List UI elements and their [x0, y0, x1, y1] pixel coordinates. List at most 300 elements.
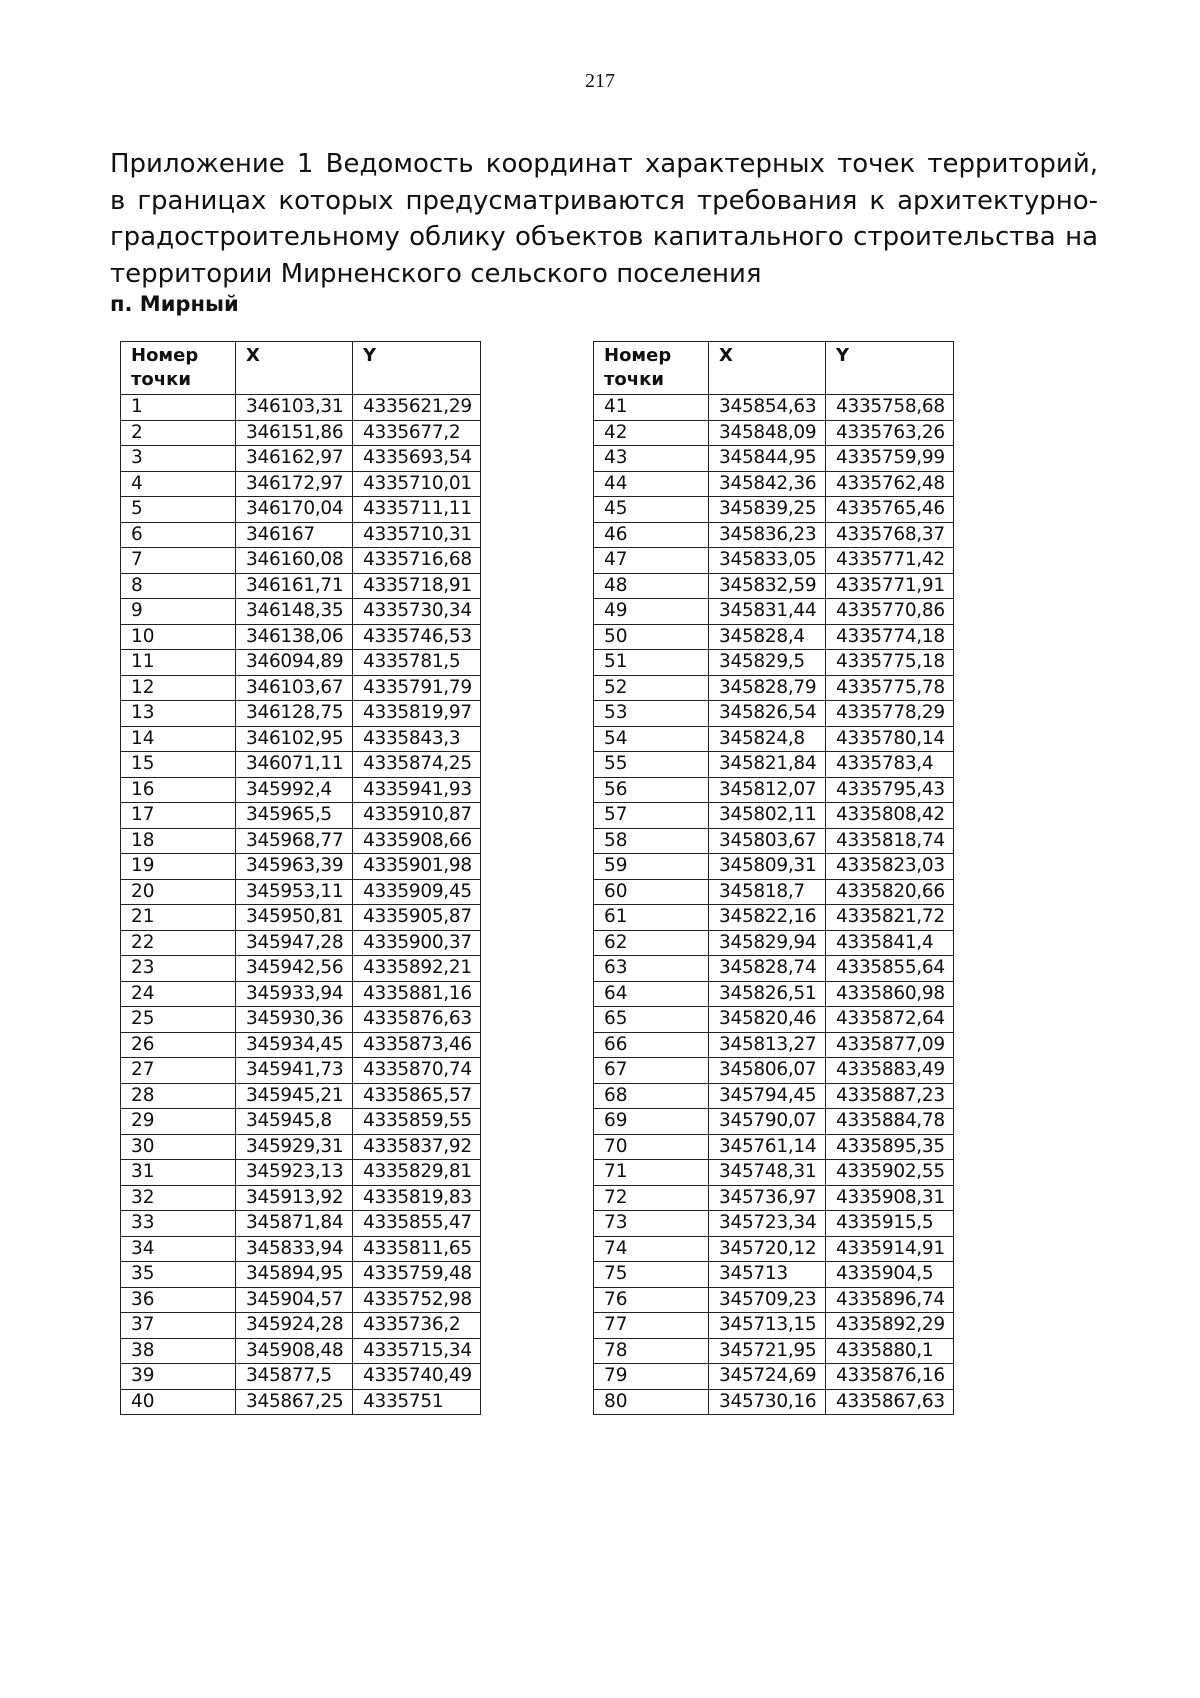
- x-coordinate-cell: 345941,73: [236, 1058, 353, 1084]
- point-number-cell: 29: [121, 1109, 236, 1135]
- table-row: [594, 497, 954, 523]
- point-number-cell: 31: [121, 1160, 236, 1186]
- header-x: X: [709, 342, 826, 395]
- table-row: [594, 471, 954, 497]
- point-number-cell: 25: [121, 1007, 236, 1033]
- table-row: [121, 1083, 481, 1109]
- table-row: [121, 1134, 481, 1160]
- point-number-cell: 41: [594, 395, 709, 421]
- table-header-row: [121, 342, 481, 395]
- y-coordinate-cell: 4335860,98: [826, 981, 954, 1007]
- table-row: [594, 828, 954, 854]
- table-row: [121, 726, 481, 752]
- y-coordinate-cell: 4335818,74: [826, 828, 954, 854]
- table-row: [594, 1083, 954, 1109]
- point-number-cell: 49: [594, 599, 709, 625]
- table-row: [121, 828, 481, 854]
- table-row: [594, 752, 954, 778]
- point-number-cell: 72: [594, 1185, 709, 1211]
- y-coordinate-cell: 4335765,46: [826, 497, 954, 523]
- point-number-cell: 53: [594, 701, 709, 727]
- x-coordinate-cell: 345824,8: [709, 726, 826, 752]
- table-row: [594, 1007, 954, 1033]
- y-coordinate-cell: 4335873,46: [353, 1032, 481, 1058]
- table-row: [594, 956, 954, 982]
- y-coordinate-cell: 4335774,18: [826, 624, 954, 650]
- point-number-cell: 33: [121, 1211, 236, 1237]
- x-coordinate-cell: 346161,71: [236, 573, 353, 599]
- table-row: [121, 1236, 481, 1262]
- point-number-cell: 59: [594, 854, 709, 880]
- x-coordinate-cell: 345724,69: [709, 1364, 826, 1390]
- table-row: [594, 675, 954, 701]
- point-number-cell: 46: [594, 522, 709, 548]
- y-coordinate-cell: 4335881,16: [353, 981, 481, 1007]
- table-row: [594, 777, 954, 803]
- table-row: [121, 879, 481, 905]
- y-coordinate-cell: 4335758,68: [826, 395, 954, 421]
- point-number-cell: 2: [121, 420, 236, 446]
- y-coordinate-cell: 4335841,4: [826, 930, 954, 956]
- x-coordinate-cell: 345829,94: [709, 930, 826, 956]
- y-coordinate-cell: 4335677,2: [353, 420, 481, 446]
- table-row: [594, 930, 954, 956]
- x-coordinate-cell: 345965,5: [236, 803, 353, 829]
- y-coordinate-cell: 4335715,34: [353, 1338, 481, 1364]
- table-row: [121, 650, 481, 676]
- point-number-cell: 12: [121, 675, 236, 701]
- y-coordinate-cell: 4335795,43: [826, 777, 954, 803]
- settlement-subtitle: п. Мирный: [110, 292, 239, 316]
- table-row: [594, 1364, 954, 1390]
- y-coordinate-cell: 4335892,21: [353, 956, 481, 982]
- table-row: [121, 497, 481, 523]
- y-coordinate-cell: 4335710,01: [353, 471, 481, 497]
- table-row: [594, 420, 954, 446]
- table-row: [121, 446, 481, 472]
- point-number-cell: 14: [121, 726, 236, 752]
- point-number-cell: 28: [121, 1083, 236, 1109]
- y-coordinate-cell: 4335867,63: [826, 1389, 954, 1415]
- y-coordinate-cell: 4335941,93: [353, 777, 481, 803]
- table-row: [594, 854, 954, 880]
- table-row: [594, 599, 954, 625]
- table-row: [594, 1313, 954, 1339]
- x-coordinate-cell: 345934,45: [236, 1032, 353, 1058]
- table-row: [121, 1364, 481, 1390]
- x-coordinate-cell: 346138,06: [236, 624, 353, 650]
- table-row: [594, 1262, 954, 1288]
- table-row: [594, 879, 954, 905]
- table-row: [121, 471, 481, 497]
- table-row: [594, 395, 954, 421]
- table-body-right: [594, 395, 954, 1415]
- x-coordinate-cell: 345831,44: [709, 599, 826, 625]
- x-coordinate-cell: 345736,97: [709, 1185, 826, 1211]
- point-number-cell: 27: [121, 1058, 236, 1084]
- x-coordinate-cell: 345844,95: [709, 446, 826, 472]
- y-coordinate-cell: 4335770,86: [826, 599, 954, 625]
- x-coordinate-cell: 345929,31: [236, 1134, 353, 1160]
- table-row: [594, 1338, 954, 1364]
- table-row: [121, 1262, 481, 1288]
- x-coordinate-cell: 345794,45: [709, 1083, 826, 1109]
- header-y: Y: [353, 342, 481, 395]
- x-coordinate-cell: 345720,12: [709, 1236, 826, 1262]
- y-coordinate-cell: 4335736,2: [353, 1313, 481, 1339]
- table-row: [594, 1389, 954, 1415]
- table-row: [594, 548, 954, 574]
- y-coordinate-cell: 4335740,49: [353, 1364, 481, 1390]
- x-coordinate-cell: 345953,11: [236, 879, 353, 905]
- table-row: [121, 624, 481, 650]
- x-coordinate-cell: 345839,25: [709, 497, 826, 523]
- point-number-cell: 60: [594, 879, 709, 905]
- y-coordinate-cell: 4335837,92: [353, 1134, 481, 1160]
- point-number-cell: 67: [594, 1058, 709, 1084]
- point-number-cell: 39: [121, 1364, 236, 1390]
- y-coordinate-cell: 4335892,29: [826, 1313, 954, 1339]
- point-number-cell: 8: [121, 573, 236, 599]
- point-number-cell: 1: [121, 395, 236, 421]
- point-number-cell: 22: [121, 930, 236, 956]
- point-number-cell: 5: [121, 497, 236, 523]
- point-number-cell: 51: [594, 650, 709, 676]
- table-row: [594, 650, 954, 676]
- table-row: [121, 395, 481, 421]
- x-coordinate-cell: 345818,7: [709, 879, 826, 905]
- point-number-cell: 11: [121, 650, 236, 676]
- y-coordinate-cell: 4335904,5: [826, 1262, 954, 1288]
- table-row: [121, 548, 481, 574]
- point-number-cell: 64: [594, 981, 709, 1007]
- table-row: [121, 675, 481, 701]
- y-coordinate-cell: 4335783,4: [826, 752, 954, 778]
- x-coordinate-cell: 345871,84: [236, 1211, 353, 1237]
- point-number-cell: 80: [594, 1389, 709, 1415]
- x-coordinate-cell: 345833,05: [709, 548, 826, 574]
- point-number-cell: 35: [121, 1262, 236, 1288]
- x-coordinate-cell: 345730,16: [709, 1389, 826, 1415]
- x-coordinate-cell: 345913,92: [236, 1185, 353, 1211]
- table-row: [121, 1211, 481, 1237]
- x-coordinate-cell: 345812,07: [709, 777, 826, 803]
- table-row: [121, 1032, 481, 1058]
- table-row: [121, 1287, 481, 1313]
- page-number: 217: [585, 70, 615, 92]
- y-coordinate-cell: 4335843,3: [353, 726, 481, 752]
- point-number-cell: 50: [594, 624, 709, 650]
- y-coordinate-cell: 4335771,91: [826, 573, 954, 599]
- x-coordinate-cell: 346102,95: [236, 726, 353, 752]
- x-coordinate-cell: 345809,31: [709, 854, 826, 880]
- x-coordinate-cell: 346071,11: [236, 752, 353, 778]
- table-row: [121, 930, 481, 956]
- table-row: [121, 1313, 481, 1339]
- table-row: [594, 1134, 954, 1160]
- x-coordinate-cell: 345992,4: [236, 777, 353, 803]
- x-coordinate-cell: 345829,5: [709, 650, 826, 676]
- table-row: [121, 420, 481, 446]
- y-coordinate-cell: 4335895,35: [826, 1134, 954, 1160]
- point-number-cell: 74: [594, 1236, 709, 1262]
- x-coordinate-cell: 345709,23: [709, 1287, 826, 1313]
- point-number-cell: 40: [121, 1389, 236, 1415]
- table-row: [594, 1236, 954, 1262]
- y-coordinate-cell: 4335914,91: [826, 1236, 954, 1262]
- table-row: [594, 905, 954, 931]
- y-coordinate-cell: 4335823,03: [826, 854, 954, 880]
- point-number-cell: 44: [594, 471, 709, 497]
- point-number-cell: 42: [594, 420, 709, 446]
- x-coordinate-cell: 345877,5: [236, 1364, 353, 1390]
- x-coordinate-cell: 345803,67: [709, 828, 826, 854]
- y-coordinate-cell: 4335900,37: [353, 930, 481, 956]
- y-coordinate-cell: 4335905,87: [353, 905, 481, 931]
- y-coordinate-cell: 4335880,1: [826, 1338, 954, 1364]
- table-row: [121, 1109, 481, 1135]
- point-number-cell: 63: [594, 956, 709, 982]
- y-coordinate-cell: 4335759,48: [353, 1262, 481, 1288]
- point-number-cell: 20: [121, 879, 236, 905]
- header-y: Y: [826, 342, 954, 395]
- table-row: [121, 522, 481, 548]
- y-coordinate-cell: 4335775,78: [826, 675, 954, 701]
- y-coordinate-cell: 4335910,87: [353, 803, 481, 829]
- point-number-cell: 66: [594, 1032, 709, 1058]
- point-number-cell: 19: [121, 854, 236, 880]
- header-x: X: [236, 342, 353, 395]
- y-coordinate-cell: 4335884,78: [826, 1109, 954, 1135]
- x-coordinate-cell: 345945,8: [236, 1109, 353, 1135]
- x-coordinate-cell: 345867,25: [236, 1389, 353, 1415]
- x-coordinate-cell: 345822,16: [709, 905, 826, 931]
- document-title: Приложение 1 Ведомость координат характерных точек территорий, в границах которых предусматриваются требования к архитектурно-градостроительному облику объектов капитального строительства на территории Мирненского сельского поселения: [110, 149, 1098, 289]
- table-row: [594, 1058, 954, 1084]
- x-coordinate-cell: 345723,34: [709, 1211, 826, 1237]
- point-number-cell: 3: [121, 446, 236, 472]
- x-coordinate-cell: 345748,31: [709, 1160, 826, 1186]
- point-number-cell: 52: [594, 675, 709, 701]
- point-number-cell: 48: [594, 573, 709, 599]
- y-coordinate-cell: 4335877,09: [826, 1032, 954, 1058]
- x-coordinate-cell: 345963,39: [236, 854, 353, 880]
- table-row: [594, 981, 954, 1007]
- point-number-cell: 34: [121, 1236, 236, 1262]
- table-row: [121, 777, 481, 803]
- y-coordinate-cell: 4335781,5: [353, 650, 481, 676]
- y-coordinate-cell: 4335876,63: [353, 1007, 481, 1033]
- y-coordinate-cell: 4335821,72: [826, 905, 954, 931]
- point-number-cell: 16: [121, 777, 236, 803]
- x-coordinate-cell: 345854,63: [709, 395, 826, 421]
- x-coordinate-cell: 345950,81: [236, 905, 353, 931]
- y-coordinate-cell: 4335778,29: [826, 701, 954, 727]
- x-coordinate-cell: 345930,36: [236, 1007, 353, 1033]
- y-coordinate-cell: 4335887,23: [826, 1083, 954, 1109]
- coordinates-table-left: [120, 341, 481, 1415]
- x-coordinate-cell: 345924,28: [236, 1313, 353, 1339]
- x-coordinate-cell: 346151,86: [236, 420, 353, 446]
- y-coordinate-cell: 4335780,14: [826, 726, 954, 752]
- y-coordinate-cell: 4335901,98: [353, 854, 481, 880]
- x-coordinate-cell: 346103,31: [236, 395, 353, 421]
- y-coordinate-cell: 4335915,5: [826, 1211, 954, 1237]
- table-row: [594, 803, 954, 829]
- y-coordinate-cell: 4335746,53: [353, 624, 481, 650]
- table-row: [121, 1338, 481, 1364]
- y-coordinate-cell: 4335909,45: [353, 879, 481, 905]
- x-coordinate-cell: 346160,08: [236, 548, 353, 574]
- table-row: [121, 1389, 481, 1415]
- y-coordinate-cell: 4335759,99: [826, 446, 954, 472]
- point-number-cell: 30: [121, 1134, 236, 1160]
- x-coordinate-cell: 345826,54: [709, 701, 826, 727]
- point-number-cell: 57: [594, 803, 709, 829]
- point-number-cell: 71: [594, 1160, 709, 1186]
- point-number-cell: 13: [121, 701, 236, 727]
- point-number-cell: 68: [594, 1083, 709, 1109]
- point-number-cell: 36: [121, 1287, 236, 1313]
- y-coordinate-cell: 4335859,55: [353, 1109, 481, 1135]
- y-coordinate-cell: 4335819,83: [353, 1185, 481, 1211]
- point-number-cell: 56: [594, 777, 709, 803]
- y-coordinate-cell: 4335820,66: [826, 879, 954, 905]
- y-coordinate-cell: 4335716,68: [353, 548, 481, 574]
- point-number-cell: 79: [594, 1364, 709, 1390]
- x-coordinate-cell: 345933,94: [236, 981, 353, 1007]
- point-number-cell: 69: [594, 1109, 709, 1135]
- table-row: [121, 599, 481, 625]
- y-coordinate-cell: 4335870,74: [353, 1058, 481, 1084]
- y-coordinate-cell: 4335808,42: [826, 803, 954, 829]
- x-coordinate-cell: 345908,48: [236, 1338, 353, 1364]
- table-row: [594, 1160, 954, 1186]
- header-point-number: Номер точки: [121, 342, 236, 395]
- point-number-cell: 4: [121, 471, 236, 497]
- x-coordinate-cell: 345826,51: [709, 981, 826, 1007]
- coordinates-table-right: [593, 341, 954, 1415]
- point-number-cell: 65: [594, 1007, 709, 1033]
- y-coordinate-cell: 4335908,31: [826, 1185, 954, 1211]
- y-coordinate-cell: 4335855,64: [826, 956, 954, 982]
- x-coordinate-cell: 346170,04: [236, 497, 353, 523]
- point-number-cell: 9: [121, 599, 236, 625]
- y-coordinate-cell: 4335865,57: [353, 1083, 481, 1109]
- point-number-cell: 32: [121, 1185, 236, 1211]
- point-number-cell: 6: [121, 522, 236, 548]
- x-coordinate-cell: 345821,84: [709, 752, 826, 778]
- x-coordinate-cell: 346172,97: [236, 471, 353, 497]
- y-coordinate-cell: 4335763,26: [826, 420, 954, 446]
- x-coordinate-cell: 346162,97: [236, 446, 353, 472]
- y-coordinate-cell: 4335876,16: [826, 1364, 954, 1390]
- y-coordinate-cell: 4335791,79: [353, 675, 481, 701]
- point-number-cell: 23: [121, 956, 236, 982]
- point-number-cell: 55: [594, 752, 709, 778]
- point-number-cell: 47: [594, 548, 709, 574]
- y-coordinate-cell: 4335730,34: [353, 599, 481, 625]
- y-coordinate-cell: 4335874,25: [353, 752, 481, 778]
- y-coordinate-cell: 4335902,55: [826, 1160, 954, 1186]
- point-number-cell: 18: [121, 828, 236, 854]
- x-coordinate-cell: 346167: [236, 522, 353, 548]
- x-coordinate-cell: 345790,07: [709, 1109, 826, 1135]
- x-coordinate-cell: 345713: [709, 1262, 826, 1288]
- point-number-cell: 43: [594, 446, 709, 472]
- point-number-cell: 37: [121, 1313, 236, 1339]
- y-coordinate-cell: 4335693,54: [353, 446, 481, 472]
- table-row: [594, 1109, 954, 1135]
- x-coordinate-cell: 345713,15: [709, 1313, 826, 1339]
- x-coordinate-cell: 345842,36: [709, 471, 826, 497]
- table-row: [594, 1287, 954, 1313]
- y-coordinate-cell: 4335855,47: [353, 1211, 481, 1237]
- table-body-left: [121, 395, 481, 1415]
- x-coordinate-cell: 345848,09: [709, 420, 826, 446]
- x-coordinate-cell: 345945,21: [236, 1083, 353, 1109]
- x-coordinate-cell: 345802,11: [709, 803, 826, 829]
- table-row: [121, 803, 481, 829]
- point-number-cell: 7: [121, 548, 236, 574]
- table-row: [121, 956, 481, 982]
- x-coordinate-cell: 345828,74: [709, 956, 826, 982]
- y-coordinate-cell: 4335908,66: [353, 828, 481, 854]
- table-row: [121, 752, 481, 778]
- point-number-cell: 76: [594, 1287, 709, 1313]
- y-coordinate-cell: 4335896,74: [826, 1287, 954, 1313]
- point-number-cell: 17: [121, 803, 236, 829]
- y-coordinate-cell: 4335768,37: [826, 522, 954, 548]
- table-row: [594, 1211, 954, 1237]
- x-coordinate-cell: 345833,94: [236, 1236, 353, 1262]
- point-number-cell: 73: [594, 1211, 709, 1237]
- x-coordinate-cell: 345904,57: [236, 1287, 353, 1313]
- table-row: [594, 726, 954, 752]
- table-row: [121, 1185, 481, 1211]
- x-coordinate-cell: 346103,67: [236, 675, 353, 701]
- y-coordinate-cell: 4335872,64: [826, 1007, 954, 1033]
- table-row: [121, 1058, 481, 1084]
- point-number-cell: 62: [594, 930, 709, 956]
- x-coordinate-cell: 345923,13: [236, 1160, 353, 1186]
- x-coordinate-cell: 345721,95: [709, 1338, 826, 1364]
- point-number-cell: 78: [594, 1338, 709, 1364]
- x-coordinate-cell: 346094,89: [236, 650, 353, 676]
- point-number-cell: 21: [121, 905, 236, 931]
- x-coordinate-cell: 345832,59: [709, 573, 826, 599]
- point-number-cell: 15: [121, 752, 236, 778]
- point-number-cell: 70: [594, 1134, 709, 1160]
- table-row: [121, 854, 481, 880]
- point-number-cell: 24: [121, 981, 236, 1007]
- table-row: [594, 522, 954, 548]
- table-row: [594, 1185, 954, 1211]
- x-coordinate-cell: 345828,4: [709, 624, 826, 650]
- y-coordinate-cell: 4335762,48: [826, 471, 954, 497]
- point-number-cell: 61: [594, 905, 709, 931]
- x-coordinate-cell: 346148,35: [236, 599, 353, 625]
- point-number-cell: 54: [594, 726, 709, 752]
- y-coordinate-cell: 4335819,97: [353, 701, 481, 727]
- x-coordinate-cell: 346128,75: [236, 701, 353, 727]
- table-row: [594, 573, 954, 599]
- y-coordinate-cell: 4335775,18: [826, 650, 954, 676]
- point-number-cell: 45: [594, 497, 709, 523]
- table-row: [594, 701, 954, 727]
- point-number-cell: 10: [121, 624, 236, 650]
- x-coordinate-cell: 345894,95: [236, 1262, 353, 1288]
